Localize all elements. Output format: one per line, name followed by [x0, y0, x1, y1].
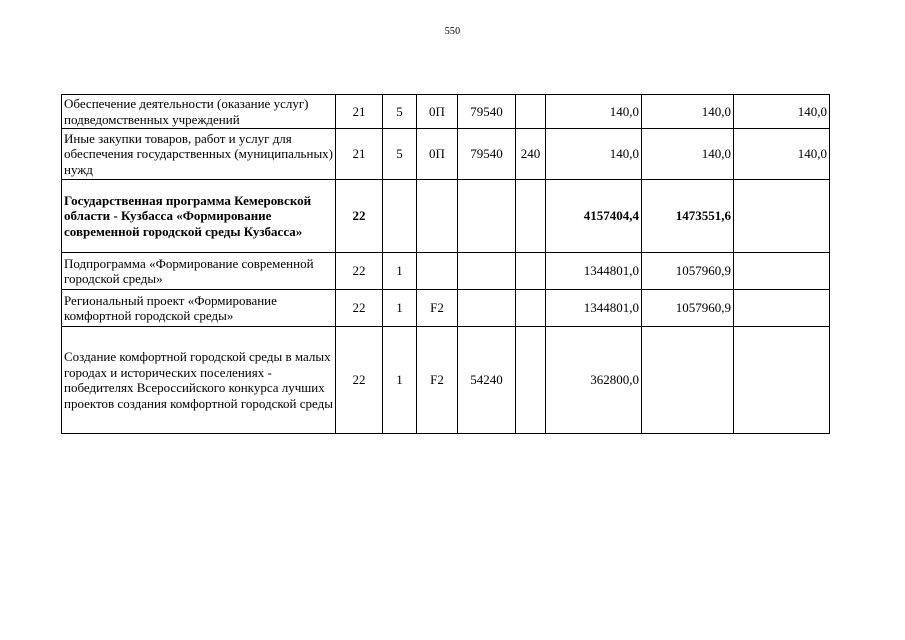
- code-cell: [383, 180, 417, 253]
- amount-cell: 362800,0: [546, 327, 642, 434]
- amount-cell: 1473551,6: [642, 180, 734, 253]
- code-cell: 79540: [458, 129, 516, 180]
- amount-cell: 1057960,9: [642, 253, 734, 290]
- code-cell: 1: [383, 290, 417, 327]
- amount-cell: 140,0: [546, 95, 642, 129]
- code-cell: 22: [336, 253, 383, 290]
- row-name-cell: Подпрограмма «Формирование современной городской среды»: [62, 253, 336, 290]
- code-cell: [458, 180, 516, 253]
- amount-cell: 1344801,0: [546, 290, 642, 327]
- amount-cell: 140,0: [734, 129, 830, 180]
- amount-cell: 1344801,0: [546, 253, 642, 290]
- amount-cell: 140,0: [546, 129, 642, 180]
- table-row: [62, 180, 830, 253]
- amount-cell: 140,0: [642, 129, 734, 180]
- amount-cell: [734, 327, 830, 434]
- code-cell: F2: [417, 290, 458, 327]
- amount-cell: [734, 253, 830, 290]
- code-cell: 5: [383, 129, 417, 180]
- code-cell: [516, 180, 546, 253]
- amount-cell: 140,0: [734, 95, 830, 129]
- code-cell: 54240: [458, 327, 516, 434]
- code-cell: [458, 290, 516, 327]
- code-cell: [516, 95, 546, 129]
- code-cell: [516, 290, 546, 327]
- code-cell: 21: [336, 129, 383, 180]
- code-cell: 1: [383, 253, 417, 290]
- amount-cell: 140,0: [642, 95, 734, 129]
- amount-cell: [642, 327, 734, 434]
- budget-table: [61, 94, 830, 434]
- code-cell: [516, 253, 546, 290]
- table-row: [62, 95, 830, 129]
- code-cell: F2: [417, 327, 458, 434]
- amount-cell: [734, 290, 830, 327]
- row-name-cell: Создание комфортной городской среды в малых городах и исторических поселениях - победителях Всероссийского конкурса лучших проектов создания комфортной городской среды: [62, 327, 336, 434]
- code-cell: 22: [336, 290, 383, 327]
- code-cell: 5: [383, 95, 417, 129]
- row-name-cell: Иные закупки товаров, работ и услуг для обеспечения государственных (муниципальных) нужд: [62, 129, 336, 180]
- table-row: [62, 253, 830, 290]
- table-row: [62, 129, 830, 180]
- code-cell: 22: [336, 327, 383, 434]
- code-cell: 22: [336, 180, 383, 253]
- code-cell: 0П: [417, 129, 458, 180]
- table-row: [62, 327, 830, 434]
- code-cell: [516, 327, 546, 434]
- code-cell: 0П: [417, 95, 458, 129]
- amount-cell: 1057960,9: [642, 290, 734, 327]
- row-name-cell: Обеспечение деятельности (оказание услуг) подведомственных учреждений: [62, 95, 336, 129]
- code-cell: 21: [336, 95, 383, 129]
- table-row: [62, 290, 830, 327]
- page-number: 550: [444, 26, 461, 37]
- code-cell: 240: [516, 129, 546, 180]
- code-cell: [417, 180, 458, 253]
- code-cell: [458, 253, 516, 290]
- amount-cell: [734, 180, 830, 253]
- code-cell: [417, 253, 458, 290]
- row-name-cell: Государственная программа Кемеровской области - Кузбасса «Формирование современной городской среды Кузбасса»: [62, 180, 336, 253]
- code-cell: 1: [383, 327, 417, 434]
- amount-cell: 4157404,4: [546, 180, 642, 253]
- code-cell: 79540: [458, 95, 516, 129]
- row-name-cell: Региональный проект «Формирование комфортной городской среды»: [62, 290, 336, 327]
